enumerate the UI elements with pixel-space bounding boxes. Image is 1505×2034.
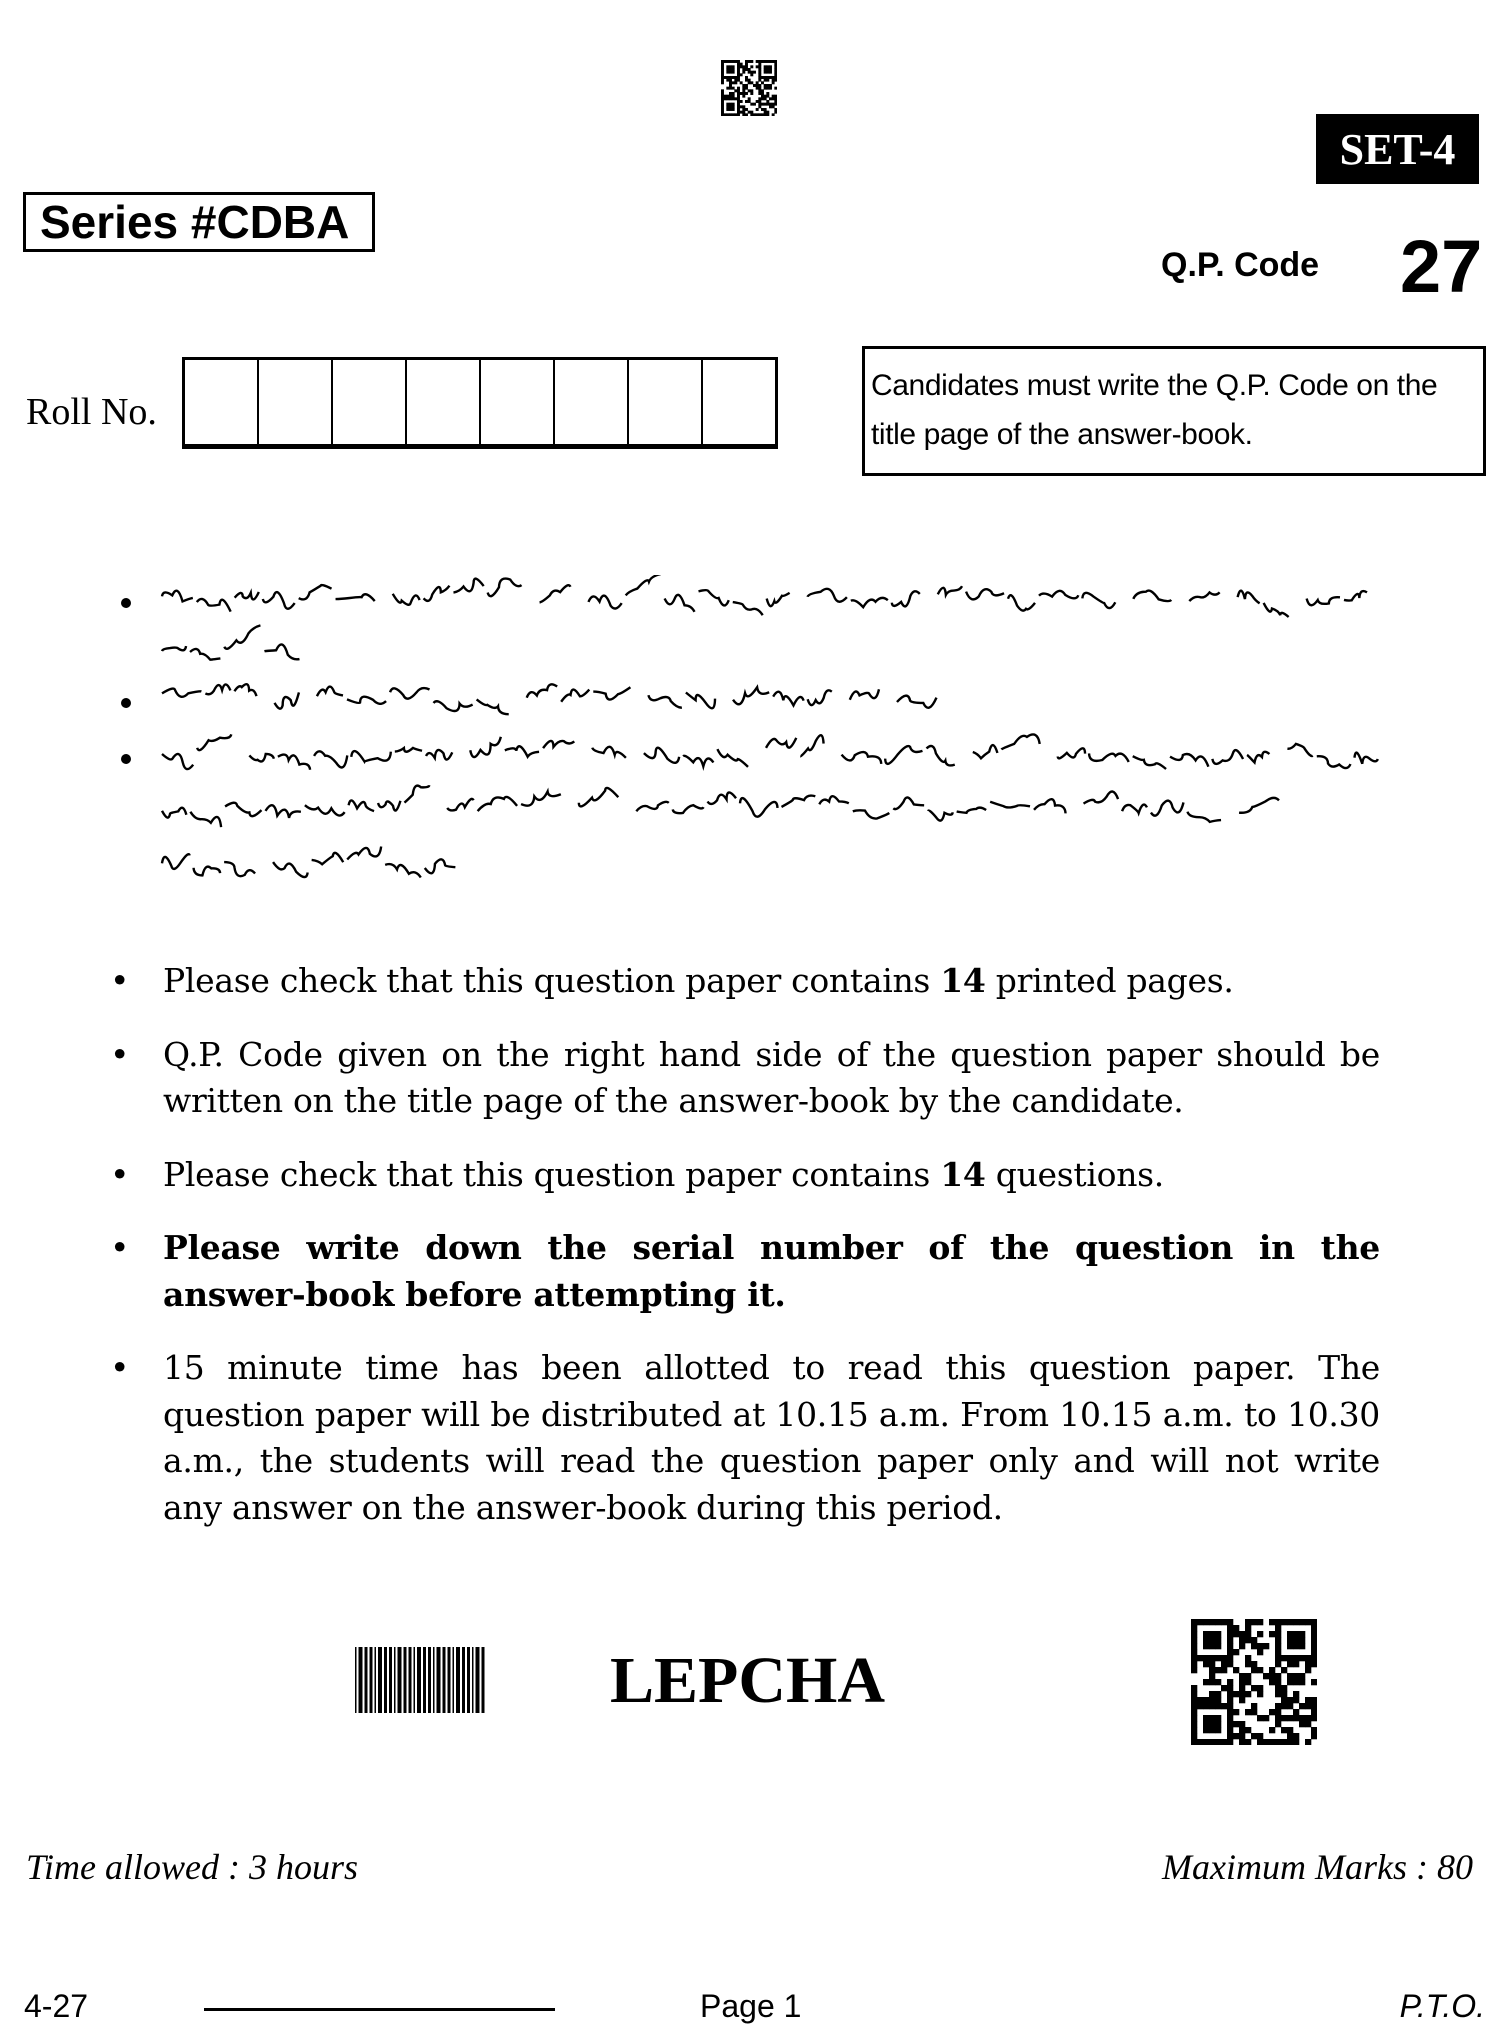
instruction-text: questions. <box>985 1154 1164 1194</box>
lepcha-glyph <box>351 751 391 761</box>
lepcha-glyph <box>1039 591 1078 599</box>
lepcha-glyph <box>686 693 715 709</box>
lepcha-glyph <box>162 808 186 818</box>
lepcha-glyph <box>1264 603 1289 617</box>
barcode-bar <box>456 1647 460 1713</box>
lepcha-glyph <box>314 751 347 767</box>
lepcha-glyph <box>766 738 796 748</box>
lepcha-glyph <box>592 747 626 758</box>
lepcha-glyph <box>404 785 429 802</box>
barcode-bar <box>378 1647 382 1713</box>
lepcha-glyph <box>1151 801 1184 816</box>
lepcha-glyph <box>347 697 386 704</box>
lepcha-glyph <box>424 586 450 601</box>
lepcha-glyph <box>263 592 295 609</box>
instructions-list <box>110 958 1380 1558</box>
instruction-item <box>110 958 1380 1005</box>
lepcha-glyph <box>1084 792 1119 804</box>
roll-no-digit-box[interactable] <box>629 360 703 444</box>
lepcha-glyph <box>1008 595 1035 610</box>
maximum-marks: Maximum Marks : 80 <box>1162 1847 1473 1887</box>
lepcha-instructions-image <box>110 575 1400 905</box>
lepcha-glyph <box>740 798 777 817</box>
barcode-bar <box>467 1647 470 1713</box>
roll-no-label: Roll No. <box>26 391 157 433</box>
instruction-text: Please write down the serial number of the question in the answer-book before attempting it. <box>163 1228 1380 1314</box>
lepcha-glyph <box>767 593 790 606</box>
lepcha-glyph <box>966 589 1004 599</box>
lepcha-glyph <box>488 579 522 597</box>
barcode-bar <box>375 1647 377 1713</box>
lepcha-glyph <box>378 801 400 811</box>
lepcha-glyph <box>162 854 190 869</box>
lepcha-glyph <box>1089 753 1129 762</box>
lepcha-glyph <box>893 797 924 809</box>
lepcha-glyph <box>521 792 561 806</box>
lepcha-glyph <box>312 853 344 864</box>
bullet-icon: • <box>110 1348 130 1387</box>
barcode-bar <box>384 1647 387 1713</box>
lepcha-glyph <box>1034 799 1066 813</box>
lepcha-glyph <box>717 749 748 767</box>
lepcha-glyph <box>273 862 308 877</box>
instruction-item <box>110 1225 1380 1318</box>
lepcha-glyph <box>225 803 261 816</box>
lepcha-glyph <box>190 649 220 660</box>
lepcha-glyph <box>162 646 186 651</box>
roll-no-boxes[interactable] <box>182 357 778 449</box>
barcode-bar <box>414 1647 416 1713</box>
lepcha-glyph <box>561 690 589 702</box>
bullet-icon <box>121 754 131 764</box>
lepcha-glyph <box>699 590 729 605</box>
barcode-bar <box>453 1647 455 1713</box>
lepcha-glyph <box>1001 734 1039 749</box>
barcode-bar <box>370 1647 373 1713</box>
lepcha-glyph <box>593 687 630 699</box>
page-number: Page 1 <box>700 1988 802 2024</box>
roll-no-digit-box[interactable] <box>407 360 481 444</box>
lepcha-glyph <box>938 586 962 595</box>
lepcha-glyph <box>305 805 345 815</box>
lepcha-glyph <box>447 799 473 811</box>
lepcha-glyph <box>162 591 193 602</box>
barcode-bar <box>448 1647 451 1713</box>
lepcha-glyph <box>973 745 998 758</box>
instruction-text: Q.P. Code given on the right hand side of the question paper should be written on the title page of the answer-book by the candidate. <box>163 1034 1380 1120</box>
lepcha-glyph <box>708 792 736 803</box>
lepcha-glyph <box>808 589 847 602</box>
lepcha-glyph <box>299 585 332 599</box>
lepcha-glyph <box>1058 748 1085 758</box>
instruction-text: Please check that this question paper contains <box>163 961 941 1000</box>
lepcha-glyph <box>636 802 668 811</box>
barcode-bar <box>417 1647 421 1713</box>
barcode-bar <box>398 1647 402 1713</box>
barcode-bar <box>394 1647 396 1713</box>
lepcha-glyph <box>194 867 221 876</box>
lepcha-glyph <box>543 741 574 748</box>
barcode-bar <box>365 1647 368 1713</box>
lepcha-glyph <box>1287 744 1312 756</box>
barcode-bar <box>443 1647 446 1713</box>
lepcha-glyph <box>588 596 621 609</box>
lepcha-glyph <box>1354 753 1377 764</box>
time-allowed: Time allowed : 3 hours <box>26 1847 359 1887</box>
qr-code <box>1191 1619 1317 1749</box>
footer-code: 4-27 <box>24 1988 89 2024</box>
lepcha-glyph <box>626 575 661 595</box>
lepcha-glyph <box>1317 756 1351 768</box>
lepcha-glyph <box>434 701 473 711</box>
lepcha-glyph <box>1189 592 1219 601</box>
barcode-bar <box>437 1647 441 1713</box>
lepcha-glyph <box>224 625 260 648</box>
lepcha-glyph <box>349 800 374 811</box>
lepcha-glyph <box>1187 812 1221 822</box>
footer-divider <box>204 2008 555 2011</box>
qp-code-label: Q.P. Code <box>1161 246 1320 284</box>
lepcha-glyph <box>1133 756 1166 769</box>
set-badge: SET-4 <box>1316 114 1479 184</box>
lepcha-glyph <box>265 805 300 818</box>
lepcha-glyph <box>808 690 832 705</box>
barcode-bar <box>472 1647 474 1713</box>
lepcha-glyph <box>733 687 769 704</box>
lepcha-glyph <box>224 862 255 876</box>
instruction-text: 14 <box>940 961 986 1000</box>
lepcha-glyph <box>842 752 882 764</box>
lepcha-glyph <box>470 737 501 757</box>
roll-no-digit-box[interactable] <box>555 360 629 444</box>
lepcha-glyph <box>235 592 259 599</box>
lepcha-glyph <box>390 688 429 699</box>
instruction-text: 15 minute time has been allotted to read this question paper. The question paper will be distributed at 10.15 a.m. From 10.15 a.m. to 10.30 a.m., the students will read the question paper only and will not write any answer on the answer-book during this period. <box>163 1348 1380 1527</box>
lepcha-glyph <box>317 687 343 697</box>
lepcha-glyph <box>648 695 681 707</box>
lepcha-glyph <box>800 735 823 756</box>
qr-code-top <box>721 60 777 120</box>
instruction-text: Please check that this question paper contains <box>163 1154 941 1194</box>
lepcha-glyph <box>853 810 889 818</box>
instruction-item <box>110 1152 1380 1199</box>
barcode-bar <box>476 1647 480 1713</box>
lepcha-glyph <box>1212 750 1243 764</box>
barcode-bar <box>389 1647 392 1713</box>
instruction-text: 14 <box>940 1154 986 1194</box>
lepcha-glyph <box>527 684 557 697</box>
lepcha-glyph <box>850 689 879 699</box>
roll-no-digit-box[interactable] <box>481 360 555 444</box>
lepcha-glyph <box>453 579 483 593</box>
qp-code-value: 27 <box>1400 225 1483 308</box>
lepcha-glyph <box>540 585 571 602</box>
lepcha-glyph <box>205 684 230 694</box>
bullet-icon: • <box>110 1228 130 1267</box>
lepcha-glyph <box>957 808 987 813</box>
subject-title: LEPCHA <box>610 1644 886 1717</box>
bullet-icon <box>121 698 131 708</box>
bullet-icon: • <box>110 1034 130 1074</box>
lepcha-glyph <box>249 754 274 762</box>
lepcha-glyph <box>426 750 452 760</box>
roll-no-digit-box[interactable] <box>703 360 775 444</box>
barcode-bar <box>404 1647 407 1713</box>
barcode-bar <box>462 1647 465 1713</box>
lepcha-glyph <box>336 594 375 601</box>
roll-no-digit-box[interactable] <box>333 360 407 444</box>
lepcha-glyph <box>851 598 888 607</box>
lepcha-glyph <box>264 644 299 659</box>
lepcha-glyph <box>162 689 201 697</box>
lepcha-glyph <box>683 756 713 767</box>
bullet-icon: • <box>110 1154 130 1194</box>
lepcha-glyph <box>819 796 848 804</box>
lepcha-glyph <box>673 805 704 813</box>
lepcha-glyph <box>644 748 679 763</box>
lepcha-glyph <box>733 602 763 615</box>
lepcha-glyph <box>395 748 422 752</box>
barcode-bar <box>423 1647 426 1713</box>
lepcha-glyph <box>275 692 299 708</box>
lepcha-glyph <box>278 755 310 770</box>
barcode-bar <box>482 1647 485 1713</box>
lepcha-glyph <box>347 847 381 860</box>
pto-label: P.T.O. <box>1399 1988 1485 2024</box>
bullet-icon <box>121 598 131 608</box>
lepcha-glyph <box>190 812 221 827</box>
barcode <box>355 1647 489 1713</box>
lepcha-glyph <box>162 754 193 769</box>
lepcha-glyph <box>579 788 618 807</box>
lepcha-glyph <box>1238 591 1260 604</box>
roll-no-digit-box[interactable] <box>185 360 259 444</box>
series-label: Series #CDBA <box>23 192 375 252</box>
barcode-bar <box>355 1647 357 1713</box>
lepcha-glyph <box>478 797 517 811</box>
lepcha-glyph <box>1247 752 1269 763</box>
lepcha-glyph <box>773 692 803 706</box>
instruction-item <box>110 1345 1380 1531</box>
barcode-bar <box>428 1647 431 1713</box>
lepcha-glyph <box>1344 591 1367 600</box>
barcode-bar <box>409 1647 412 1713</box>
lepcha-glyph <box>505 746 539 756</box>
lepcha-glyph <box>665 595 695 612</box>
lepcha-glyph <box>1307 597 1340 605</box>
lepcha-glyph <box>1239 798 1279 813</box>
lepcha-glyph <box>393 594 420 605</box>
lepcha-glyph <box>1170 754 1208 767</box>
lepcha-glyph <box>425 859 456 873</box>
lepcha-glyph <box>197 734 231 750</box>
instruction-text: printed pages. <box>985 961 1234 1000</box>
barcode-bar <box>433 1647 435 1713</box>
lepcha-glyph <box>897 696 937 708</box>
instruction-item <box>110 1032 1380 1125</box>
lepcha-glyph <box>990 802 1030 808</box>
lepcha-glyph <box>1082 593 1115 608</box>
candidate-notice: Candidates must write the Q.P. Code on the title page of the answer-book. <box>862 346 1486 476</box>
bullet-icon: • <box>110 961 130 1000</box>
lepcha-glyph <box>477 699 509 714</box>
lepcha-glyph <box>234 684 256 696</box>
roll-no-digit-box[interactable] <box>259 360 333 444</box>
lepcha-glyph <box>197 599 231 612</box>
lepcha-glyph <box>892 591 920 606</box>
lepcha-glyph <box>1122 805 1147 813</box>
lepcha-glyph <box>781 796 815 807</box>
lepcha-glyph <box>926 746 954 765</box>
lepcha-glyph <box>885 746 922 764</box>
lepcha-glyph <box>928 811 953 821</box>
lepcha-glyph <box>385 864 421 877</box>
barcode-bar <box>359 1647 363 1713</box>
lepcha-glyph <box>1133 591 1171 602</box>
